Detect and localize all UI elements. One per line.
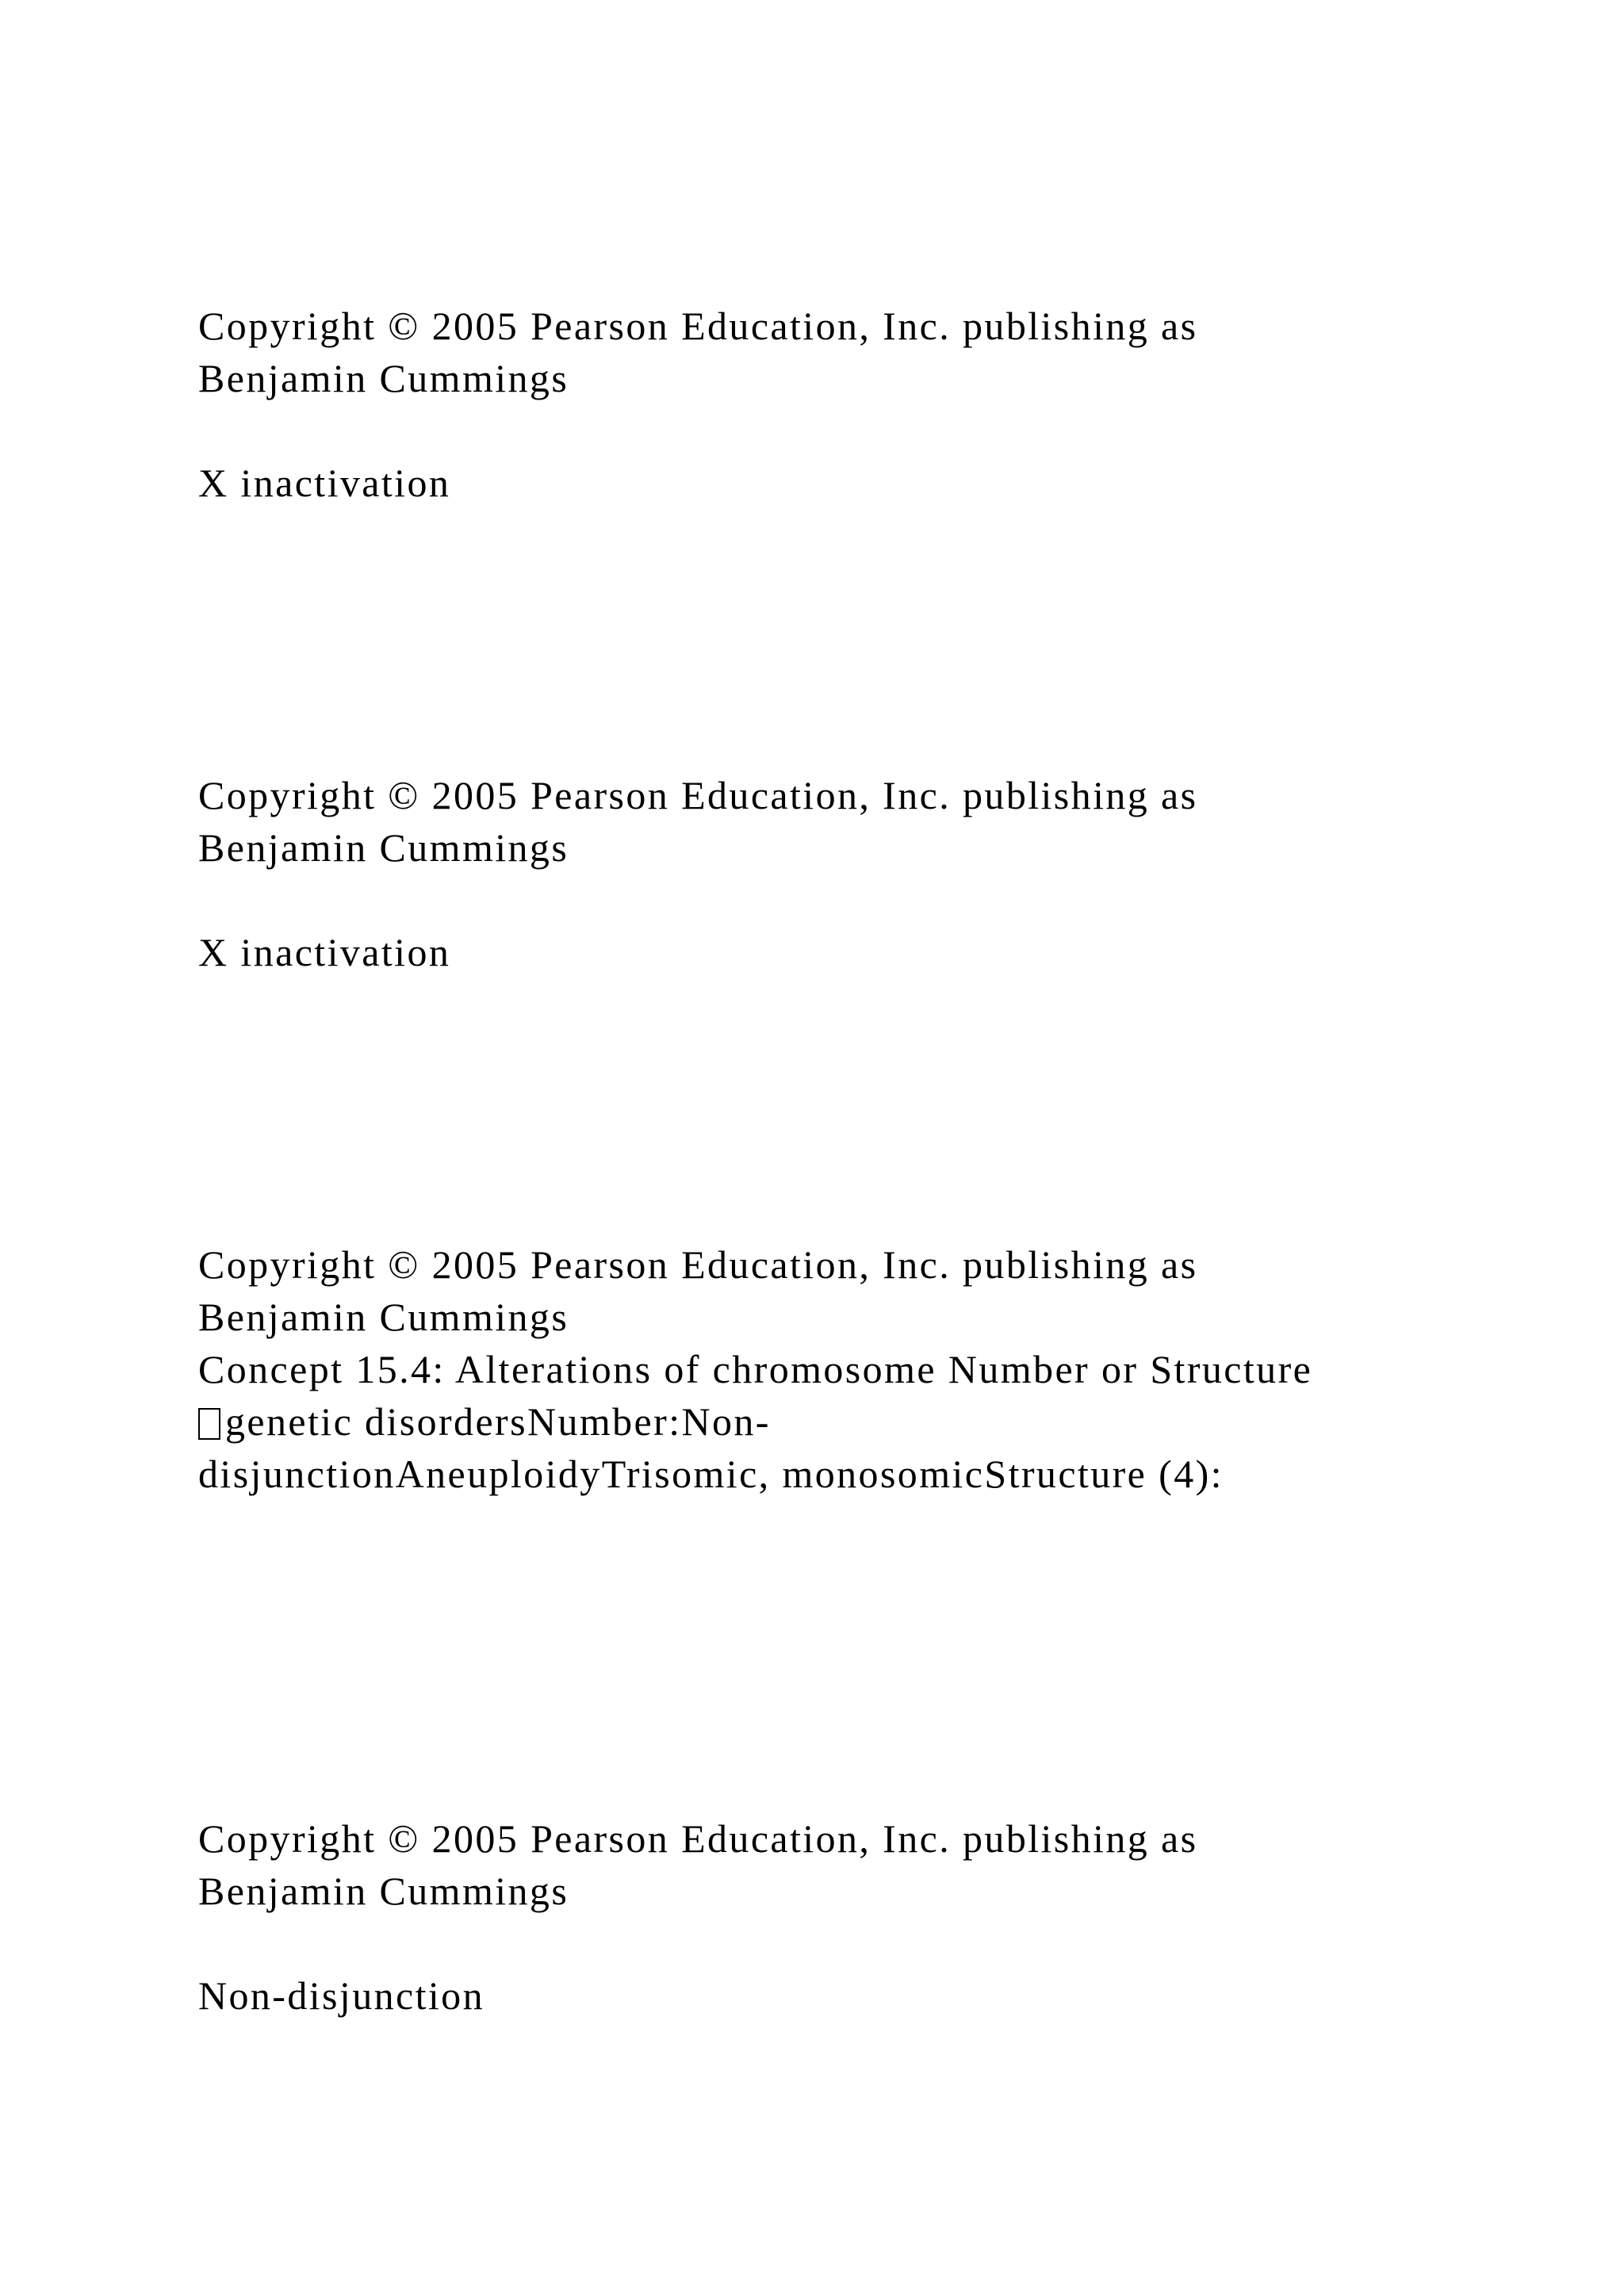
copyright-line: Benjamin Cummings — [198, 1869, 569, 1913]
slide-heading: X inactivation — [198, 930, 451, 974]
slide-heading: Non-disjunction — [198, 1973, 485, 2018]
body-line — [198, 1395, 771, 1448]
copyright-line: Benjamin Cummings — [198, 825, 569, 870]
copyright-line: Benjamin Cummings — [198, 1295, 569, 1339]
copyright-line: Copyright © 2005 Pearson Education, Inc. publishing as — [198, 304, 1198, 348]
body-line: disjunctionAneuploidyTrisomic, monosomicStructure (4): — [198, 1452, 1224, 1496]
body-text: genetic disordersNumber:Non- — [225, 1399, 771, 1444]
copyright-line: Copyright © 2005 Pearson Education, Inc. publishing as — [198, 1242, 1198, 1287]
slide-heading: X inactivation — [198, 461, 451, 505]
missing-glyph-box-icon — [198, 1408, 220, 1440]
concept-title: Concept 15.4: Alterations of chromosome Number or Structure — [198, 1347, 1313, 1391]
copyright-line: Copyright © 2005 Pearson Education, Inc. publishing as — [198, 1816, 1198, 1861]
copyright-line: Benjamin Cummings — [198, 356, 569, 400]
copyright-line: Copyright © 2005 Pearson Education, Inc. publishing as — [198, 773, 1198, 817]
